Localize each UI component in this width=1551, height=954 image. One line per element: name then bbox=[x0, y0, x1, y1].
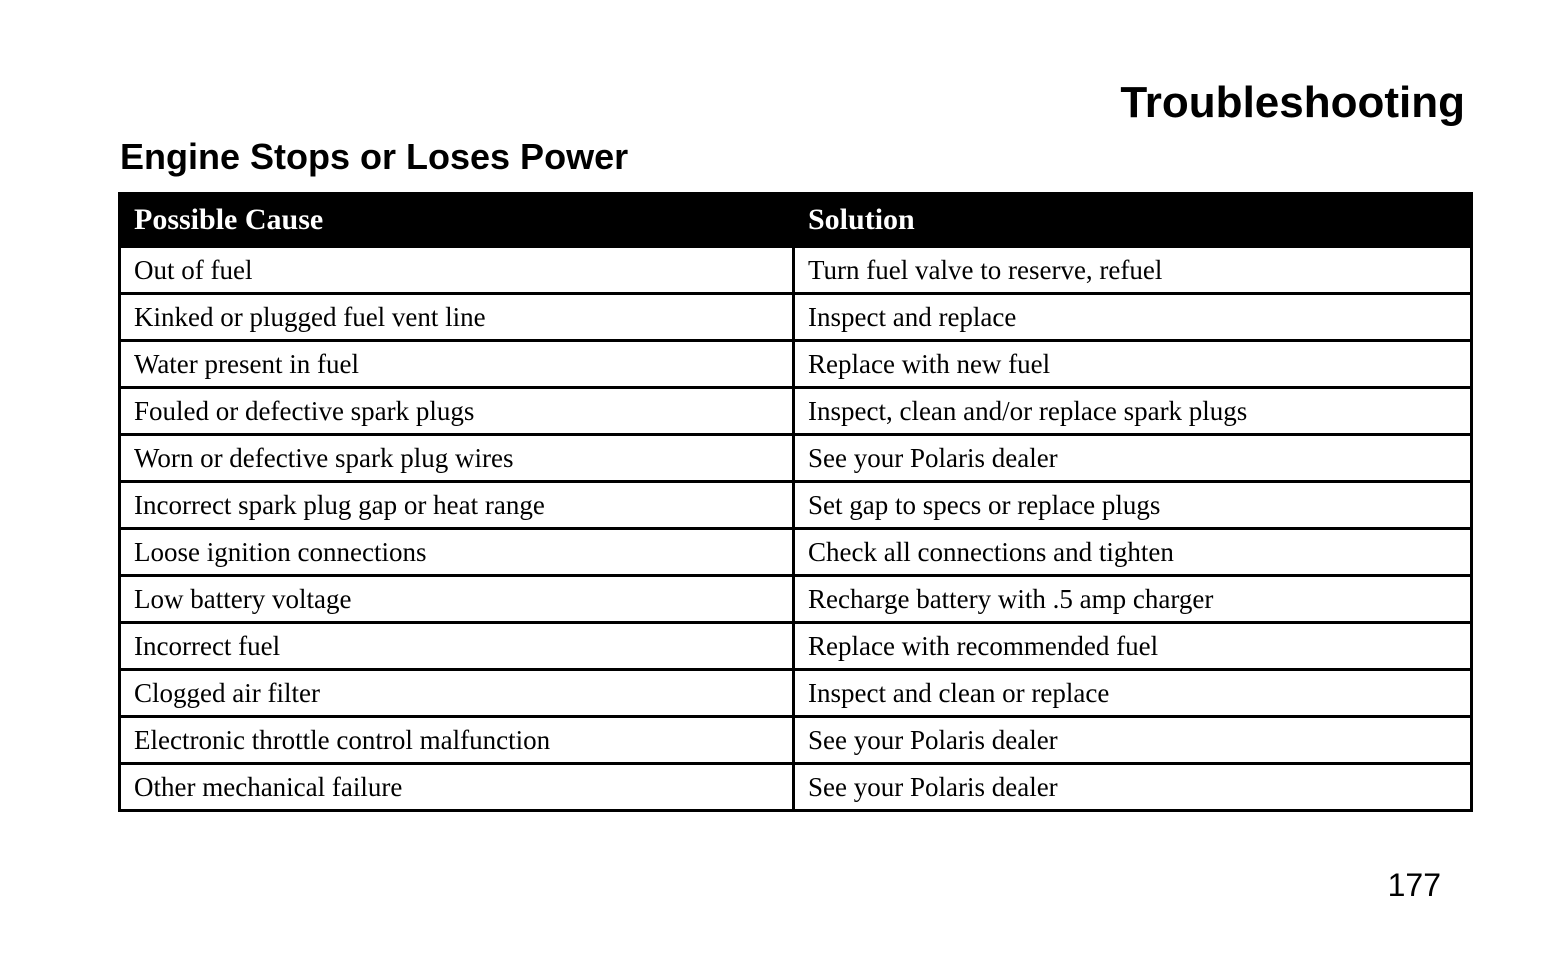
table-row bbox=[120, 247, 1472, 294]
table-row bbox=[120, 341, 1472, 388]
cause-cell: Kinked or plugged fuel vent line bbox=[120, 294, 794, 341]
solution-cell: Inspect and replace bbox=[794, 294, 1472, 341]
section-title: Engine Stops or Loses Power bbox=[120, 136, 629, 177]
table-row bbox=[120, 576, 1472, 623]
solution-cell: See your Polaris dealer bbox=[794, 435, 1472, 482]
cause-cell: Incorrect spark plug gap or heat range bbox=[120, 482, 794, 529]
chapter-title: Troubleshooting bbox=[1120, 78, 1465, 127]
solution-cell: See your Polaris dealer bbox=[794, 764, 1472, 811]
cause-cell: Other mechanical failure bbox=[120, 764, 794, 811]
cause-cell: Clogged air filter bbox=[120, 670, 794, 717]
header-solution: Solution bbox=[794, 194, 1472, 247]
solution-cell: Inspect and clean or replace bbox=[794, 670, 1472, 717]
table-row bbox=[120, 670, 1472, 717]
solution-cell: Set gap to specs or replace plugs bbox=[794, 482, 1472, 529]
page-number: 177 bbox=[1387, 867, 1441, 903]
table-row bbox=[120, 482, 1472, 529]
cause-cell: Out of fuel bbox=[120, 247, 794, 294]
solution-cell: See your Polaris dealer bbox=[794, 717, 1472, 764]
cause-cell: Water present in fuel bbox=[120, 341, 794, 388]
solution-cell: Recharge battery with .5 amp charger bbox=[794, 576, 1472, 623]
header-possible-cause: Possible Cause bbox=[120, 194, 794, 247]
table-row bbox=[120, 529, 1472, 576]
cause-cell: Fouled or defective spark plugs bbox=[120, 388, 794, 435]
solution-cell: Replace with new fuel bbox=[794, 341, 1472, 388]
cause-cell: Low battery voltage bbox=[120, 576, 794, 623]
cause-cell: Loose ignition connections bbox=[120, 529, 794, 576]
solution-cell: Check all connections and tighten bbox=[794, 529, 1472, 576]
solution-cell: Replace with recommended fuel bbox=[794, 623, 1472, 670]
table-row bbox=[120, 294, 1472, 341]
table-row bbox=[120, 435, 1472, 482]
solution-cell: Turn fuel valve to reserve, refuel bbox=[794, 247, 1472, 294]
solution-cell: Inspect, clean and/or replace spark plugs bbox=[794, 388, 1472, 435]
cause-cell: Electronic throttle control malfunction bbox=[120, 717, 794, 764]
troubleshooting-table bbox=[118, 192, 1473, 812]
table-row bbox=[120, 623, 1472, 670]
table-row bbox=[120, 764, 1472, 811]
table-row bbox=[120, 717, 1472, 764]
table-row bbox=[120, 388, 1472, 435]
table-header-row bbox=[120, 194, 1472, 247]
cause-cell: Worn or defective spark plug wires bbox=[120, 435, 794, 482]
cause-cell: Incorrect fuel bbox=[120, 623, 794, 670]
